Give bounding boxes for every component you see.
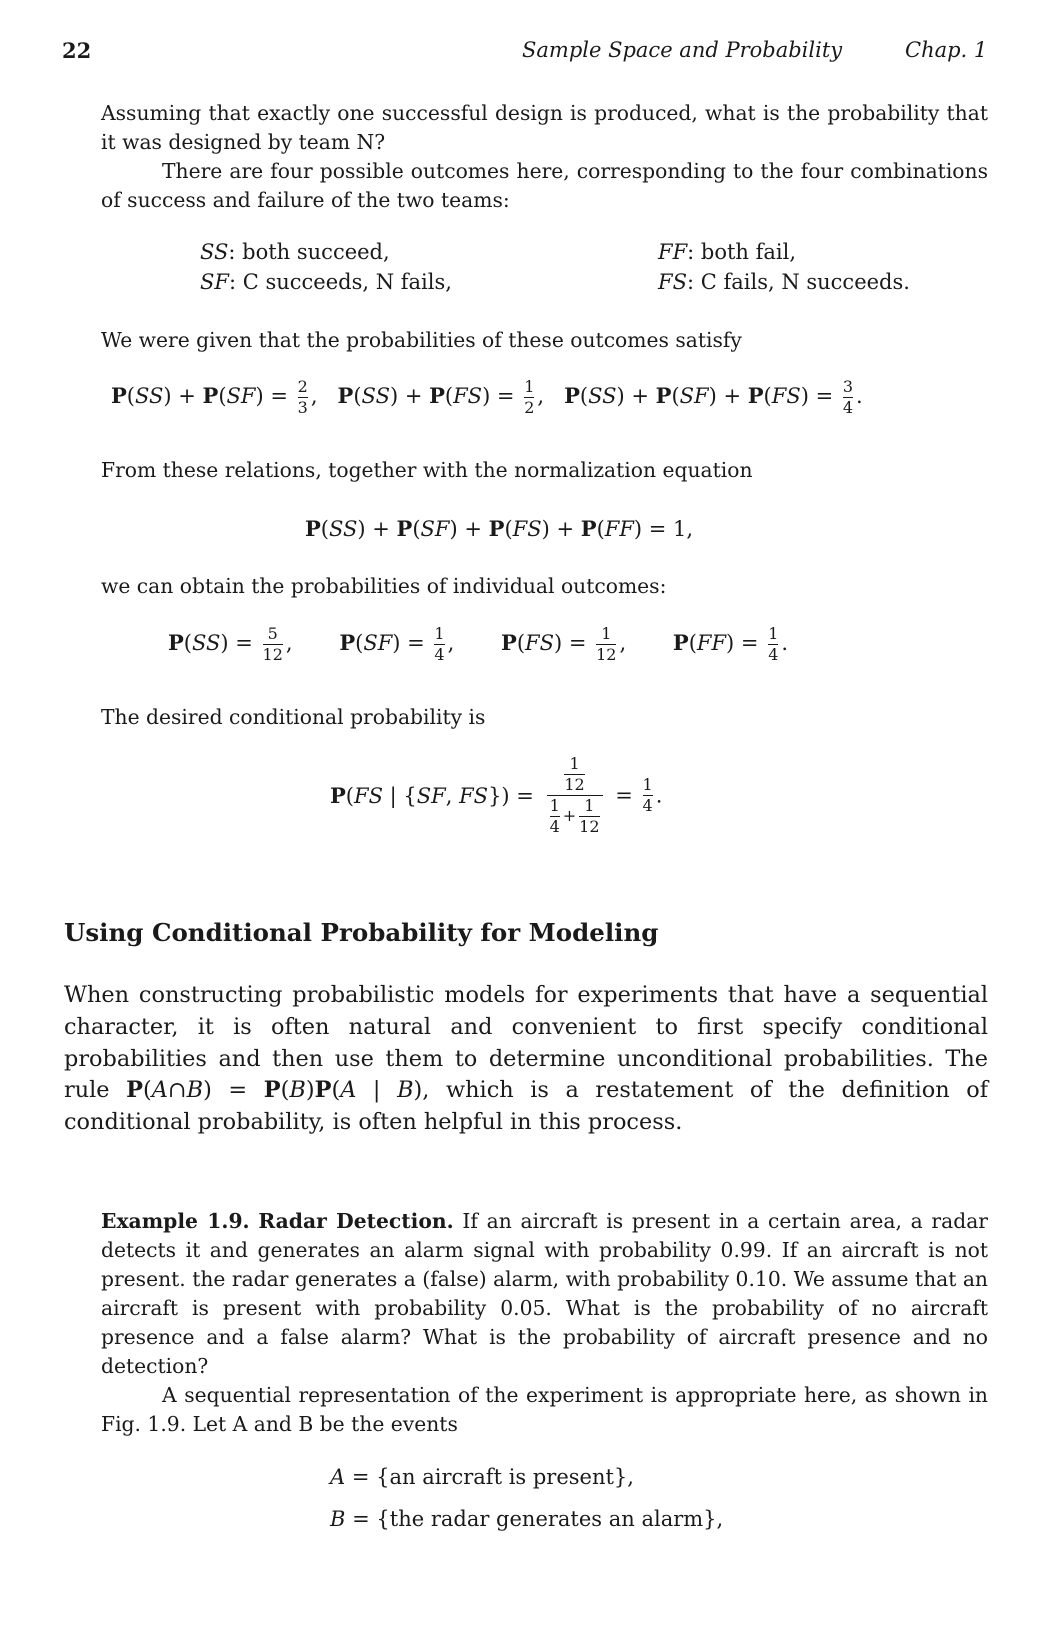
section-title: Using Conditional Probability for Modeling bbox=[64, 918, 659, 947]
relations-paragraph: From these relations, together with the normalization equation bbox=[101, 458, 753, 482]
page-number: 22 bbox=[62, 38, 92, 63]
sequential-paragraph: A sequential representation of the experiment is appropriate here, as shown in Fig. 1.9. Let A and B be the events bbox=[101, 1383, 988, 1436]
outcome-fs: FS: C fails, N succeeds. bbox=[658, 270, 910, 294]
running-title: Sample Space and Probability bbox=[522, 38, 843, 62]
outcome-sf: SF: C succeeds, N fails, bbox=[200, 270, 452, 294]
desired-paragraph: The desired conditional probability is bbox=[101, 705, 486, 729]
outcome-ss: SS: both succeed, bbox=[200, 240, 390, 264]
given-equations: P(SS) + P(SF) = $\frac{2}{3}$ , P(SS) + P(FS) = $\frac{1}{2}$ , P(SS) + P(SF) + P(FS) = $\frac{3}{4}$ . bbox=[111, 377, 863, 417]
chapter-label: Chap. 1 bbox=[905, 38, 988, 62]
conditional-equation: P(FS | {SF, FS}) = $\frac{1}{12}$ $\frac{1}{4}$ + $\frac{1}{12}$ = $\frac{1}{4}$ . bbox=[330, 754, 663, 836]
individual-probabilities: P(SS) = $\frac{5}{12}$ , P(SF) = $\frac{1}{4}$ , P(FS) = $\frac{1}{12}$ , P(FF) = $\frac{1}{4}$ . bbox=[168, 624, 789, 664]
individual-paragraph: we can obtain the probabilities of individual outcomes: bbox=[101, 574, 667, 598]
outcome-ff: FF: both fail, bbox=[658, 240, 797, 264]
outcomes-paragraph: There are four possible outcomes here, corresponding to the four combinations of success and failure of the two teams: bbox=[101, 159, 988, 212]
example-title: Radar Detection. bbox=[258, 1209, 454, 1233]
event-b-definition: B = {the radar generates an alarm}, bbox=[330, 1507, 724, 1531]
question-paragraph: Assuming that exactly one successful design is produced, what is the probability that it was designed by team N? bbox=[101, 101, 988, 154]
given-paragraph: We were given that the probabilities of these outcomes satisfy bbox=[101, 328, 742, 352]
section-body: When constructing probabilistic models for experiments that have a sequential character, it is often natural and convenient to first specify conditional probabilities and then use them to determine unconditional probabilities. The rule P(A∩B) = P(B)P(A | B), which is a restatement of the definition of conditional probability, is often helpful in this process. bbox=[64, 982, 989, 1136]
event-a-definition: A = {an aircraft is present}, bbox=[330, 1465, 634, 1489]
example-label: Example 1.9. bbox=[101, 1209, 250, 1233]
example-paragraph: Example 1.9. Radar Detection. If an aircraft is present in a certain area, a radar detects it and generates an alarm signal with probability 0.99. If an aircraft is not present. the radar generates a (false) alarm, with probability 0.10. We assume that an aircraft is present with probability 0.05. What is the probability of no aircraft presence and a false alarm? What is the probability of aircraft presence and no detection? bbox=[101, 1209, 988, 1378]
normalization-equation: P(SS) + P(SF) + P(FS) + P(FF) = 1, bbox=[305, 516, 694, 541]
